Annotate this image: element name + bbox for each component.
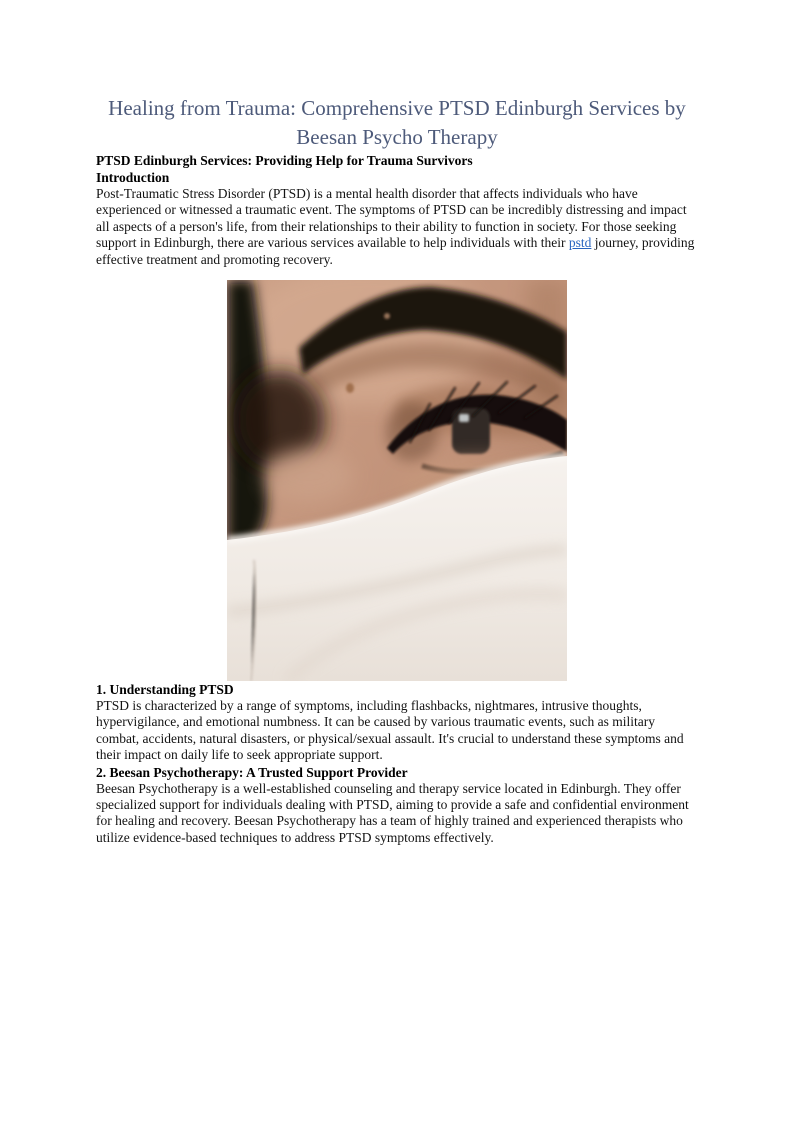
understanding-ptsd-paragraph: PTSD is characterized by a range of symptoms, including flashbacks, nightmares, intrusive thoughts, hypervigilance, and emotional numbness. It can be caused by various traumatic events, such as military combat, accidents, natural disasters, or physical/sexual assault. It's crucial to understand these symptoms and their impact on daily life to seek appropriate support. — [96, 698, 684, 763]
document-body — [0, 152, 794, 846]
heading-understanding-ptsd: 1. Understanding PTSD — [96, 682, 234, 698]
heading-introduction: Introduction — [96, 170, 170, 185]
heading-ptsd-services: PTSD Edinburgh Services: Providing Help for Trauma Survivors — [96, 153, 473, 168]
eye-closeup-photo — [227, 280, 567, 681]
heading-beesan-psychotherapy: 2. Beesan Psychotherapy: A Trusted Support Provider — [96, 764, 408, 780]
article-photo-container — [96, 280, 697, 681]
photo-mole — [346, 383, 354, 393]
intro-text-before-link: Post-Traumatic Stress Disorder (PTSD) is a mental health disorder that affects individuals who have experienced or witnessed a traumatic event. The symptoms of PTSD can be incredibly distressing and impact all aspects of a person's life, from their relationships to their ability to function in society. For those seeking support in Edinburgh, there are various services available to help individuals with their — [96, 186, 687, 251]
intro-text-after-link: journey, providing effective treatment and promoting recovery. — [96, 235, 695, 267]
photo-iris — [452, 408, 490, 454]
intro-paragraph — [96, 186, 697, 268]
pstd-link[interactable]: pstd — [568, 235, 592, 251]
beesan-psychotherapy-paragraph: Beesan Psychotherapy is a well-established counseling and therapy service located in Edinburgh. They offer specialized support for individuals dealing with PTSD, aiming to provide a safe and confidential environment for healing and recovery. Beesan Psychotherapy has a team of highly trained and experienced therapists who utilize evidence-based techniques to address PTSD symptoms effectively. — [96, 780, 689, 845]
document-title: Healing from Trauma: Comprehensive PTSD Edinburgh Services by Beesan Psycho Therapy — [108, 96, 686, 149]
